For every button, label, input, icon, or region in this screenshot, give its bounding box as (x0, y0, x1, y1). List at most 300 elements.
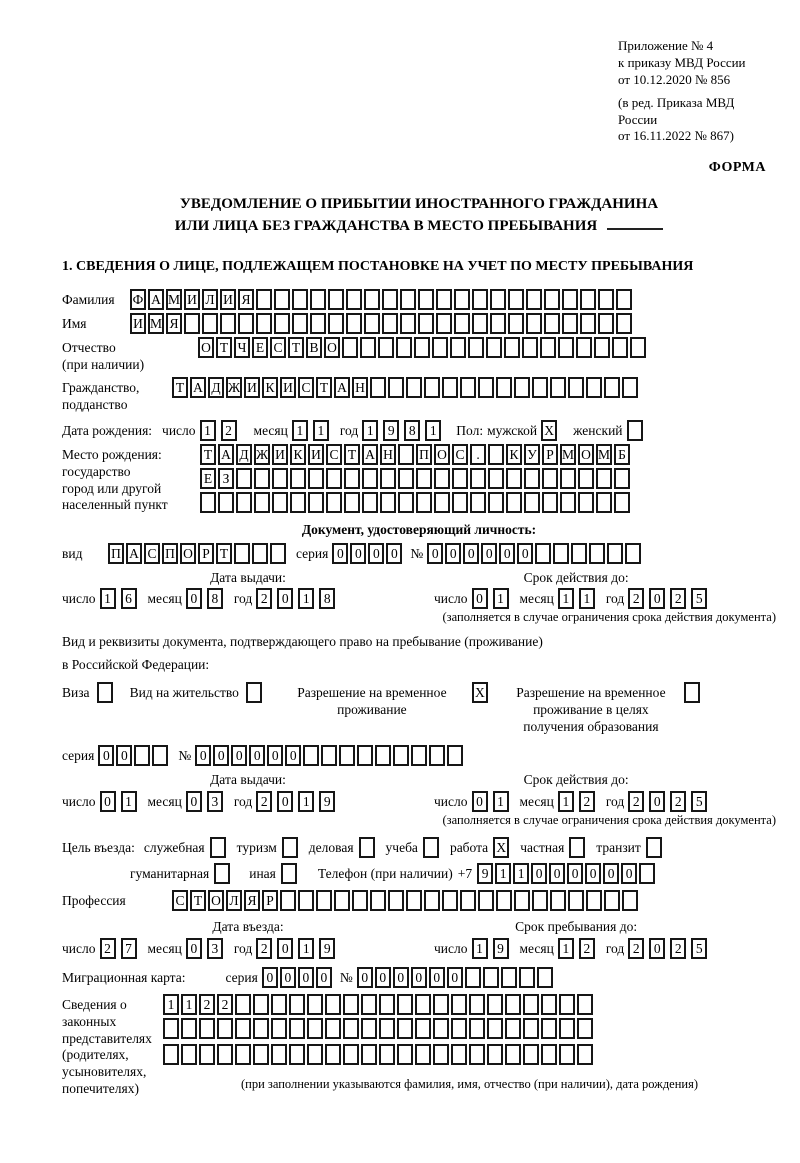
representative-cell[interactable] (541, 1018, 557, 1039)
birth-place-cell[interactable]: К (506, 444, 522, 465)
migration-card-series-cell[interactable]: 0 (298, 967, 314, 988)
birth-place-cell[interactable] (398, 468, 414, 489)
name-cell[interactable]: Я (166, 313, 182, 334)
birth-place-cell[interactable] (326, 468, 342, 489)
representative-cell[interactable] (307, 1044, 323, 1065)
birth-place-cell[interactable] (362, 492, 378, 513)
sex-male-checkbox[interactable]: X (541, 420, 557, 441)
birth-place-cell[interactable]: С (326, 444, 342, 465)
birth-place-cell[interactable] (452, 468, 468, 489)
surname-cell[interactable]: А (148, 289, 164, 310)
doc-type-cell[interactable]: П (162, 543, 178, 564)
representative-cell[interactable]: 2 (199, 994, 215, 1015)
phone-digit-cell[interactable]: 9 (477, 863, 493, 884)
name-cell[interactable] (382, 313, 398, 334)
birth-place-cell[interactable] (524, 492, 540, 513)
representative-cell[interactable] (469, 1044, 485, 1065)
representative-cell[interactable] (199, 1044, 215, 1065)
profession-cell[interactable] (478, 890, 494, 911)
entry-year-cell[interactable]: 2 (256, 938, 272, 959)
stay-doc-series-cell[interactable] (134, 745, 150, 766)
birth-place-cell[interactable] (380, 468, 396, 489)
migration-card-series-cell[interactable]: 0 (262, 967, 278, 988)
phone-digit-cell[interactable]: 1 (495, 863, 511, 884)
representative-cell[interactable] (289, 994, 305, 1015)
birth-place-cell[interactable] (344, 492, 360, 513)
migration-card-number-cell[interactable]: 0 (357, 967, 373, 988)
purpose-other-checkbox[interactable] (281, 863, 297, 884)
surname-cell[interactable] (436, 289, 452, 310)
birth-year-cell[interactable]: 1 (362, 420, 378, 441)
citizenship-cell[interactable]: К (262, 377, 278, 398)
phone-digit-cell[interactable]: 0 (531, 863, 547, 884)
doc-expiry-year-cell[interactable]: 0 (649, 588, 665, 609)
surname-cell[interactable]: И (184, 289, 200, 310)
doc-expiry-year-cell[interactable]: 5 (691, 588, 707, 609)
residence-permit-checkbox[interactable] (246, 682, 262, 703)
name-cell[interactable] (292, 313, 308, 334)
profession-cell[interactable] (514, 890, 530, 911)
birth-place-cell[interactable] (344, 468, 360, 489)
birth-place-cell[interactable] (200, 492, 216, 513)
birth-place-cell[interactable] (560, 492, 576, 513)
profession-cell[interactable] (622, 890, 638, 911)
name-cell[interactable] (562, 313, 578, 334)
purpose-business-checkbox[interactable] (359, 837, 375, 858)
phone-digit-cell[interactable] (639, 863, 655, 884)
citizenship-cell[interactable]: Д (208, 377, 224, 398)
representative-cell[interactable] (523, 994, 539, 1015)
stay-doc-series-cell[interactable] (152, 745, 168, 766)
doc-series-cell[interactable]: 0 (350, 543, 366, 564)
profession-cell[interactable] (298, 890, 314, 911)
birth-place-cell[interactable] (326, 492, 342, 513)
birth-place-cell[interactable] (272, 492, 288, 513)
doc-type-cell[interactable]: П (108, 543, 124, 564)
profession-cell[interactable]: Я (244, 890, 260, 911)
doc-number-cell[interactable] (553, 543, 569, 564)
phone-digit-cell[interactable]: 1 (513, 863, 529, 884)
profession-cell[interactable] (424, 890, 440, 911)
entry-year-cell[interactable]: 1 (298, 938, 314, 959)
surname-cell[interactable] (490, 289, 506, 310)
surname-cell[interactable] (454, 289, 470, 310)
citizenship-cell[interactable] (550, 377, 566, 398)
stay-doc-number-cell[interactable]: 0 (285, 745, 301, 766)
representative-cell[interactable] (361, 1018, 377, 1039)
name-cell[interactable] (184, 313, 200, 334)
representative-cell[interactable] (433, 994, 449, 1015)
birth-place-cell[interactable] (380, 492, 396, 513)
representative-cell[interactable] (505, 1044, 521, 1065)
birth-place-cell[interactable] (470, 468, 486, 489)
citizenship-cell[interactable]: Т (316, 377, 332, 398)
birth-place-cell[interactable] (416, 468, 432, 489)
representative-cell[interactable] (163, 1018, 179, 1039)
profession-cell[interactable] (568, 890, 584, 911)
name-cell[interactable] (256, 313, 272, 334)
stay-doc-issue-year-cell[interactable]: 1 (298, 791, 314, 812)
representative-cell[interactable] (433, 1044, 449, 1065)
doc-number-cell[interactable] (535, 543, 551, 564)
birth-place-cell[interactable] (506, 468, 522, 489)
birth-place-cell[interactable] (578, 492, 594, 513)
representative-cell[interactable]: 1 (181, 994, 197, 1015)
representative-cell[interactable] (163, 1044, 179, 1065)
citizenship-cell[interactable] (514, 377, 530, 398)
patronymic-cell[interactable] (468, 337, 484, 358)
representative-cell[interactable] (361, 1044, 377, 1065)
patronymic-cell[interactable]: О (198, 337, 214, 358)
surname-cell[interactable] (382, 289, 398, 310)
profession-cell[interactable]: О (208, 890, 224, 911)
representative-cell[interactable] (487, 1018, 503, 1039)
birth-place-cell[interactable]: Р (542, 444, 558, 465)
entry-month-cell[interactable]: 3 (207, 938, 223, 959)
birth-day-cell[interactable]: 2 (221, 420, 237, 441)
stay-doc-issue-year-cell[interactable]: 9 (319, 791, 335, 812)
birth-place-cell[interactable]: Т (344, 444, 360, 465)
doc-type-cell[interactable]: Р (198, 543, 214, 564)
doc-issue-year-cell[interactable]: 8 (319, 588, 335, 609)
stay-doc-expiry-year-cell[interactable]: 2 (628, 791, 644, 812)
representative-cell[interactable] (235, 994, 251, 1015)
doc-number-cell[interactable] (607, 543, 623, 564)
profession-cell[interactable] (406, 890, 422, 911)
patronymic-cell[interactable]: С (270, 337, 286, 358)
representative-cell[interactable] (577, 994, 593, 1015)
birth-place-cell[interactable]: Б (614, 444, 630, 465)
birth-month-cell[interactable]: 1 (292, 420, 308, 441)
name-cell[interactable] (238, 313, 254, 334)
name-cell[interactable] (598, 313, 614, 334)
name-cell[interactable] (616, 313, 632, 334)
profession-cell[interactable] (460, 890, 476, 911)
citizenship-cell[interactable] (406, 377, 422, 398)
phone-digit-cell[interactable]: 0 (585, 863, 601, 884)
profession-cell[interactable]: Р (262, 890, 278, 911)
representative-cell[interactable] (271, 994, 287, 1015)
representative-cell[interactable] (469, 994, 485, 1015)
representative-cell[interactable] (271, 1018, 287, 1039)
migration-card-number-cell[interactable]: 0 (393, 967, 409, 988)
representative-cell[interactable] (559, 994, 575, 1015)
phone-digit-cell[interactable]: 0 (567, 863, 583, 884)
patronymic-cell[interactable] (612, 337, 628, 358)
doc-issue-day-cell[interactable]: 6 (121, 588, 137, 609)
surname-cell[interactable] (292, 289, 308, 310)
profession-cell[interactable]: Т (190, 890, 206, 911)
citizenship-cell[interactable]: Ж (226, 377, 242, 398)
representative-cell[interactable] (433, 1018, 449, 1039)
patronymic-cell[interactable] (630, 337, 646, 358)
representative-cell[interactable] (415, 1018, 431, 1039)
stay-doc-issue-year-cell[interactable]: 0 (277, 791, 293, 812)
representative-cell[interactable] (505, 994, 521, 1015)
surname-cell[interactable] (580, 289, 596, 310)
representative-cell[interactable]: 1 (163, 994, 179, 1015)
stay-doc-issue-day-cell[interactable]: 1 (121, 791, 137, 812)
name-cell[interactable] (418, 313, 434, 334)
birth-place-cell[interactable]: Ж (254, 444, 270, 465)
representative-cell[interactable] (325, 1044, 341, 1065)
patronymic-cell[interactable]: Е (252, 337, 268, 358)
patronymic-cell[interactable] (378, 337, 394, 358)
purpose-tourism-checkbox[interactable] (282, 837, 298, 858)
doc-number-cell[interactable]: 0 (427, 543, 443, 564)
stay-doc-number-cell[interactable] (303, 745, 319, 766)
doc-number-cell[interactable] (625, 543, 641, 564)
migration-card-series-cell[interactable]: 0 (316, 967, 332, 988)
patronymic-cell[interactable]: Ч (234, 337, 250, 358)
birth-place-cell[interactable]: М (596, 444, 612, 465)
birth-place-cell[interactable] (272, 468, 288, 489)
stay-until-day-cell[interactable]: 9 (493, 938, 509, 959)
birth-place-cell[interactable] (488, 468, 504, 489)
temp-residence-checkbox[interactable]: X (472, 682, 488, 703)
citizenship-cell[interactable]: Т (172, 377, 188, 398)
patronymic-cell[interactable]: В (306, 337, 322, 358)
birth-place-cell[interactable] (470, 492, 486, 513)
profession-cell[interactable] (370, 890, 386, 911)
representative-cell[interactable] (451, 994, 467, 1015)
stay-until-year-cell[interactable]: 0 (649, 938, 665, 959)
birth-place-cell[interactable]: И (308, 444, 324, 465)
stay-doc-number-cell[interactable] (393, 745, 409, 766)
migration-card-number-cell[interactable] (501, 967, 517, 988)
surname-cell[interactable] (616, 289, 632, 310)
stay-doc-number-cell[interactable]: 0 (231, 745, 247, 766)
surname-cell[interactable] (400, 289, 416, 310)
profession-cell[interactable] (496, 890, 512, 911)
name-cell[interactable]: И (130, 313, 146, 334)
profession-cell[interactable] (532, 890, 548, 911)
representative-cell[interactable] (181, 1044, 197, 1065)
stay-doc-number-cell[interactable] (321, 745, 337, 766)
birth-place-cell[interactable] (290, 468, 306, 489)
stay-until-day-cell[interactable]: 1 (472, 938, 488, 959)
representative-cell[interactable] (343, 994, 359, 1015)
surname-cell[interactable]: И (220, 289, 236, 310)
birth-year-cell[interactable]: 8 (404, 420, 420, 441)
purpose-private-checkbox[interactable] (569, 837, 585, 858)
surname-cell[interactable] (256, 289, 272, 310)
purpose-work-checkbox[interactable]: X (493, 837, 509, 858)
representative-cell[interactable] (487, 994, 503, 1015)
patronymic-cell[interactable] (432, 337, 448, 358)
representative-cell[interactable] (505, 1018, 521, 1039)
migration-card-number-cell[interactable]: 0 (375, 967, 391, 988)
representative-cell[interactable] (217, 1044, 233, 1065)
doc-number-cell[interactable]: 0 (463, 543, 479, 564)
citizenship-cell[interactable] (532, 377, 548, 398)
stay-doc-number-cell[interactable]: 0 (213, 745, 229, 766)
doc-expiry-day-cell[interactable]: 1 (493, 588, 509, 609)
stay-doc-expiry-day-cell[interactable]: 1 (493, 791, 509, 812)
surname-cell[interactable] (274, 289, 290, 310)
stay-doc-issue-month-cell[interactable]: 0 (186, 791, 202, 812)
birth-place-cell[interactable] (614, 468, 630, 489)
representative-cell[interactable] (379, 1018, 395, 1039)
doc-number-cell[interactable]: 0 (481, 543, 497, 564)
representative-cell[interactable] (415, 1044, 431, 1065)
representative-cell[interactable] (343, 1018, 359, 1039)
name-cell[interactable]: М (148, 313, 164, 334)
birth-place-cell[interactable] (416, 492, 432, 513)
representative-cell[interactable] (253, 1018, 269, 1039)
doc-type-cell[interactable]: Т (216, 543, 232, 564)
representative-cell[interactable] (235, 1018, 251, 1039)
patronymic-cell[interactable] (360, 337, 376, 358)
birth-place-cell[interactable] (254, 468, 270, 489)
citizenship-cell[interactable] (478, 377, 494, 398)
birth-month-cell[interactable]: 1 (313, 420, 329, 441)
birth-place-cell[interactable]: Н (380, 444, 396, 465)
stay-doc-issue-year-cell[interactable]: 2 (256, 791, 272, 812)
birth-place-cell[interactable] (290, 492, 306, 513)
representative-cell[interactable] (217, 1018, 233, 1039)
patronymic-cell[interactable] (594, 337, 610, 358)
purpose-humanitarian-checkbox[interactable] (214, 863, 230, 884)
birth-day-cell[interactable]: 1 (200, 420, 216, 441)
doc-type-cell[interactable] (252, 543, 268, 564)
migration-card-number-cell[interactable]: 0 (429, 967, 445, 988)
citizenship-cell[interactable]: И (244, 377, 260, 398)
entry-day-cell[interactable]: 2 (100, 938, 116, 959)
birth-place-cell[interactable]: . (470, 444, 486, 465)
doc-issue-year-cell[interactable]: 2 (256, 588, 272, 609)
surname-cell[interactable] (328, 289, 344, 310)
patronymic-cell[interactable] (396, 337, 412, 358)
birth-place-cell[interactable]: И (272, 444, 288, 465)
birth-place-cell[interactable]: Д (236, 444, 252, 465)
representative-cell[interactable] (469, 1018, 485, 1039)
doc-issue-year-cell[interactable]: 1 (298, 588, 314, 609)
stay-doc-number-cell[interactable]: 0 (249, 745, 265, 766)
birth-place-cell[interactable]: Т (200, 444, 216, 465)
profession-cell[interactable]: С (172, 890, 188, 911)
birth-place-cell[interactable]: С (452, 444, 468, 465)
stay-doc-number-cell[interactable] (375, 745, 391, 766)
name-cell[interactable] (400, 313, 416, 334)
profession-cell[interactable] (442, 890, 458, 911)
entry-day-cell[interactable]: 7 (121, 938, 137, 959)
surname-cell[interactable] (508, 289, 524, 310)
birth-place-cell[interactable] (236, 492, 252, 513)
birth-place-cell[interactable]: О (434, 444, 450, 465)
birth-place-cell[interactable] (398, 444, 414, 465)
birth-place-cell[interactable] (524, 468, 540, 489)
doc-issue-day-cell[interactable]: 1 (100, 588, 116, 609)
name-cell[interactable] (544, 313, 560, 334)
doc-number-cell[interactable]: 0 (517, 543, 533, 564)
surname-cell[interactable] (526, 289, 542, 310)
surname-cell[interactable] (562, 289, 578, 310)
birth-place-cell[interactable] (488, 444, 504, 465)
representative-cell[interactable] (379, 1044, 395, 1065)
surname-cell[interactable]: Ф (130, 289, 146, 310)
birth-place-cell[interactable] (236, 468, 252, 489)
surname-cell[interactable] (310, 289, 326, 310)
migration-card-number-cell[interactable] (537, 967, 553, 988)
representative-cell[interactable] (451, 1044, 467, 1065)
doc-number-cell[interactable] (589, 543, 605, 564)
entry-month-cell[interactable]: 0 (186, 938, 202, 959)
birth-place-cell[interactable] (308, 468, 324, 489)
temp-residence-education-checkbox[interactable] (684, 682, 700, 703)
representative-cell[interactable] (397, 1018, 413, 1039)
birth-place-cell[interactable] (362, 468, 378, 489)
doc-series-cell[interactable]: 0 (386, 543, 402, 564)
name-cell[interactable] (364, 313, 380, 334)
representative-cell[interactable] (541, 1044, 557, 1065)
stay-doc-expiry-year-cell[interactable]: 5 (691, 791, 707, 812)
stay-until-year-cell[interactable]: 2 (670, 938, 686, 959)
surname-cell[interactable] (364, 289, 380, 310)
birth-place-cell[interactable]: П (416, 444, 432, 465)
stay-doc-expiry-year-cell[interactable]: 2 (670, 791, 686, 812)
representative-cell[interactable] (325, 994, 341, 1015)
profession-cell[interactable] (550, 890, 566, 911)
citizenship-cell[interactable] (424, 377, 440, 398)
citizenship-cell[interactable] (388, 377, 404, 398)
representative-cell[interactable] (361, 994, 377, 1015)
birth-place-cell[interactable] (542, 492, 558, 513)
migration-card-number-cell[interactable] (483, 967, 499, 988)
citizenship-cell[interactable] (622, 377, 638, 398)
doc-type-cell[interactable]: А (126, 543, 142, 564)
doc-series-cell[interactable]: 0 (368, 543, 384, 564)
stay-doc-issue-day-cell[interactable]: 0 (100, 791, 116, 812)
representative-cell[interactable] (325, 1018, 341, 1039)
birth-place-cell[interactable] (614, 492, 630, 513)
birth-place-cell[interactable] (452, 492, 468, 513)
surname-cell[interactable] (472, 289, 488, 310)
birth-place-cell[interactable] (308, 492, 324, 513)
surname-cell[interactable] (418, 289, 434, 310)
birth-place-cell[interactable] (254, 492, 270, 513)
birth-place-cell[interactable]: М (560, 444, 576, 465)
stay-doc-number-cell[interactable] (429, 745, 445, 766)
doc-expiry-month-cell[interactable]: 1 (558, 588, 574, 609)
birth-place-cell[interactable]: Е (200, 468, 216, 489)
surname-cell[interactable] (346, 289, 362, 310)
birth-year-cell[interactable]: 9 (383, 420, 399, 441)
patronymic-cell[interactable] (342, 337, 358, 358)
name-cell[interactable] (454, 313, 470, 334)
profession-cell[interactable] (388, 890, 404, 911)
stay-until-year-cell[interactable]: 2 (628, 938, 644, 959)
representative-cell[interactable] (271, 1044, 287, 1065)
stay-doc-number-cell[interactable] (339, 745, 355, 766)
doc-expiry-month-cell[interactable]: 1 (579, 588, 595, 609)
name-cell[interactable] (436, 313, 452, 334)
representative-cell[interactable] (487, 1044, 503, 1065)
stay-doc-number-cell[interactable] (447, 745, 463, 766)
citizenship-cell[interactable] (460, 377, 476, 398)
surname-cell[interactable] (544, 289, 560, 310)
surname-cell[interactable] (598, 289, 614, 310)
stay-doc-issue-month-cell[interactable]: 3 (207, 791, 223, 812)
stay-until-month-cell[interactable]: 2 (579, 938, 595, 959)
patronymic-cell[interactable] (558, 337, 574, 358)
birth-place-cell[interactable] (560, 468, 576, 489)
representative-cell[interactable] (559, 1018, 575, 1039)
citizenship-cell[interactable]: Н (352, 377, 368, 398)
purpose-study-checkbox[interactable] (423, 837, 439, 858)
citizenship-cell[interactable]: А (334, 377, 350, 398)
stay-doc-number-cell[interactable]: 0 (195, 745, 211, 766)
